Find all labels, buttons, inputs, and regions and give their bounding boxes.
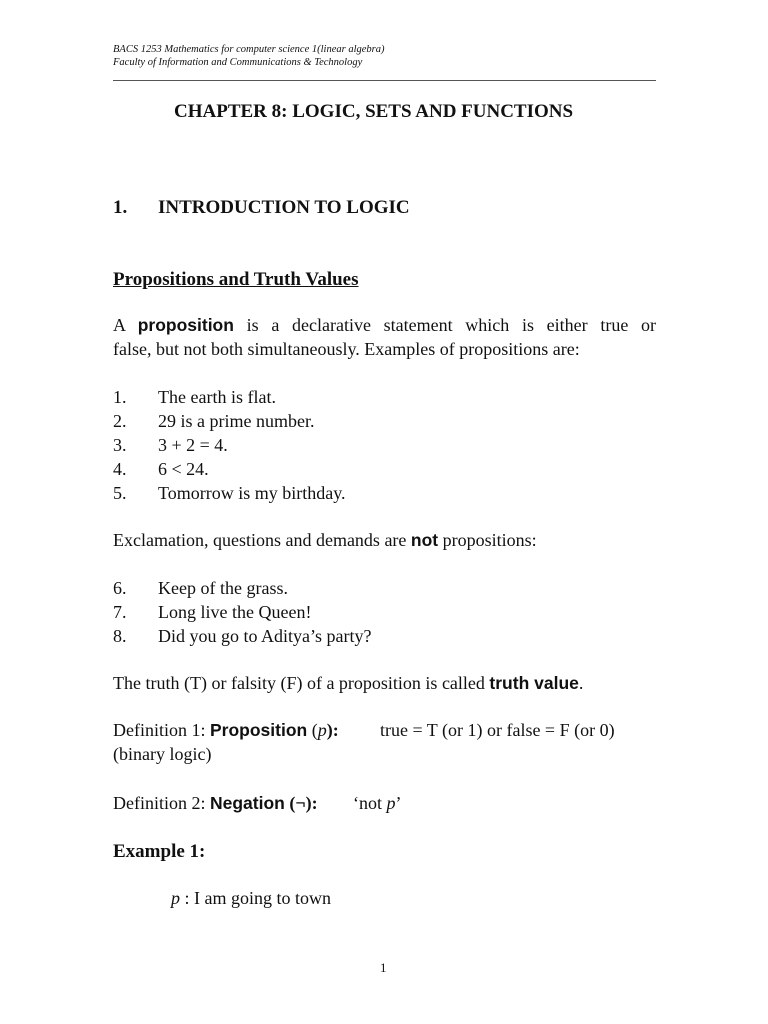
chapter-title: CHAPTER 8: LOGIC, SETS AND FUNCTIONS — [174, 101, 574, 122]
definition-2-var: p — [386, 793, 396, 813]
truth-value-term: truth value — [489, 673, 579, 693]
intro-pre: A — [113, 315, 138, 335]
example-1-var: p — [171, 888, 180, 908]
intro-rest: is a declarative statement which is either true or — [233, 315, 656, 335]
page-number: 1 — [380, 960, 387, 975]
list-item-number: 7. — [113, 602, 127, 622]
example-1-heading: Example 1: — [113, 841, 206, 862]
definition-1-line-2: (binary logic) — [113, 744, 212, 764]
list-item: The earth is flat. — [158, 387, 276, 407]
not-props-term: not — [410, 530, 439, 550]
definition-2-label: Definition 2: — [113, 793, 210, 813]
list-item: Tomorrow is my birthday. — [158, 483, 346, 503]
intro-line-1 — [113, 315, 656, 336]
header-rule — [113, 80, 656, 81]
example-1-statement — [171, 888, 331, 909]
example-1-text: I am going to town — [194, 888, 332, 908]
section-number: 1. — [113, 197, 128, 218]
intro-term: proposition — [137, 315, 234, 335]
list-item: Did you go to Aditya’s party? — [158, 626, 372, 646]
subheading: Propositions and Truth Values — [113, 269, 359, 290]
list-item-number: 6. — [113, 578, 127, 598]
list-item-number: 2. — [113, 411, 127, 431]
section-title: INTRODUCTION TO LOGIC — [158, 197, 410, 218]
definition-1-term: Proposition — [210, 720, 308, 740]
list-item: Long live the Queen! — [158, 602, 312, 622]
definition-2-meaning — [353, 793, 402, 814]
definition-1 — [113, 720, 339, 741]
header-course-line: BACS 1253 Mathematics for computer science 1(linear algebra) — [113, 44, 385, 55]
list-item: 6 < 24. — [158, 459, 209, 479]
list-item-number: 1. — [113, 387, 127, 407]
not-propositions-line — [113, 530, 537, 551]
definition-2 — [113, 793, 318, 814]
definition-2-symbol: (¬): — [284, 793, 318, 813]
example-1-separator: : — [180, 888, 195, 908]
definition-1-paren-close: ): — [326, 720, 339, 740]
definition-1-values: true = T (or 1) or false = F (or 0) — [380, 720, 615, 740]
definition-2-quote-open: ‘not — [353, 793, 387, 813]
definition-1-paren-open: ( — [307, 720, 318, 740]
definition-2-term: Negation — [210, 793, 285, 813]
list-item: 3 + 2 = 4. — [158, 435, 228, 455]
truth-value-line — [113, 673, 583, 694]
list-item: 29 is a prime number. — [158, 411, 315, 431]
list-item-number: 4. — [113, 459, 127, 479]
not-props-pre: Exclamation, questions and demands are — [113, 530, 411, 550]
truth-value-pre: The truth (T) or falsity (F) of a proposition is called — [113, 673, 490, 693]
list-item-number: 5. — [113, 483, 127, 503]
definition-2-quote-close: ’ — [395, 793, 402, 813]
header-faculty-line: Faculty of Information and Communications & Technology — [113, 57, 363, 68]
not-props-post: propositions: — [438, 530, 537, 550]
definition-1-var: p — [317, 720, 327, 740]
list-item-number: 8. — [113, 626, 127, 646]
definition-1-label: Definition 1: — [113, 720, 210, 740]
truth-value-post: . — [578, 673, 584, 693]
list-item-number: 3. — [113, 435, 127, 455]
intro-line-2: false, but not both simultaneously. Examples of propositions are: — [113, 339, 580, 359]
list-item: Keep of the grass. — [158, 578, 288, 598]
